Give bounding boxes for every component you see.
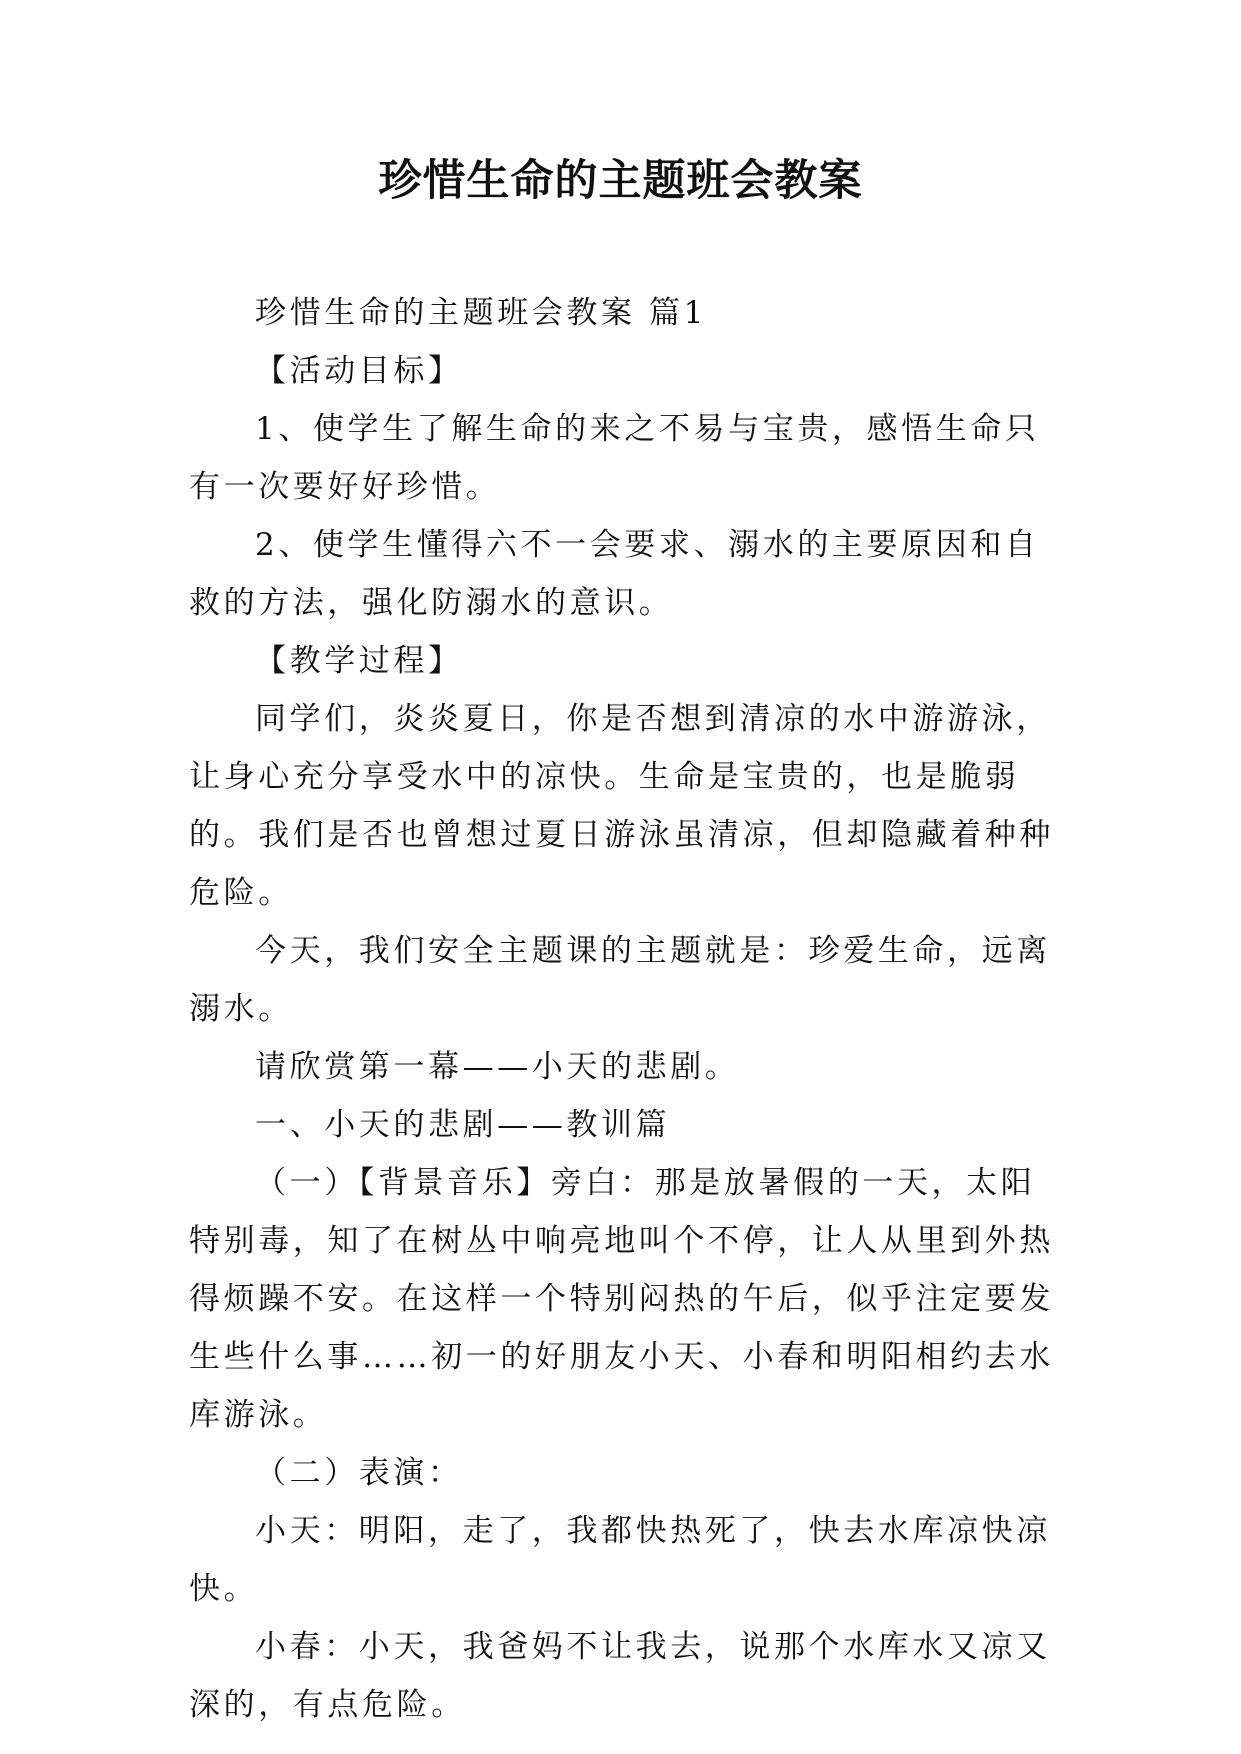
document-title: 珍惜生命的主题班会教案	[378, 156, 863, 206]
body-paragraph: 同学们，炎炎夏日，你是否想到清凉的水中游游泳，让身心充分享受水中的凉快。生命是宝贵的，也是脆弱的。我们是否也曾想过夏日游泳虽清凉，但却隐藏着种种危险。	[189, 701, 1054, 911]
body-paragraph: （一）【背景音乐】旁白：那是放暑假的一天，太阳特别毒，知了在树丛中响亮地叫个不停，让人从里到外热得烦躁不安。在这样一个特别闷热的午后，似乎注定要发生些什么事……初一的好朋友小天、小春和明阳相约去水库游泳。	[189, 1165, 1054, 1433]
teaching-process-heading: 【教学过程】	[255, 643, 463, 679]
body-paragraph: （二）表演：	[255, 1455, 463, 1491]
section-heading: 珍惜生命的主题班会教案 篇1	[255, 295, 707, 331]
document-body	[189, 284, 1059, 1734]
subsection-heading: 一、小天的悲剧——教训篇	[255, 1107, 671, 1143]
activity-goals-heading: 【活动目标】	[255, 353, 463, 389]
body-paragraph: 请欣赏第一幕——小天的悲剧。	[255, 1049, 740, 1085]
dialogue-line: 小春：小天，我爸妈不让我去，说那个水库水又凉又深的，有点危险。	[189, 1629, 1051, 1723]
body-paragraph: 今天，我们安全主题课的主题就是：珍爱生命，远离溺水。	[189, 933, 1051, 1027]
dialogue-line: 小天：明阳，走了，我都快热死了，快去水库凉快凉快。	[189, 1513, 1051, 1607]
goal-paragraph: 2、使学生懂得六不一会要求、溺水的主要原因和自救的方法，强化防溺水的意识。	[189, 527, 1040, 621]
goal-paragraph: 1、使学生了解生命的来之不易与宝贵，感悟生命只有一次要好好珍惜。	[189, 411, 1040, 505]
